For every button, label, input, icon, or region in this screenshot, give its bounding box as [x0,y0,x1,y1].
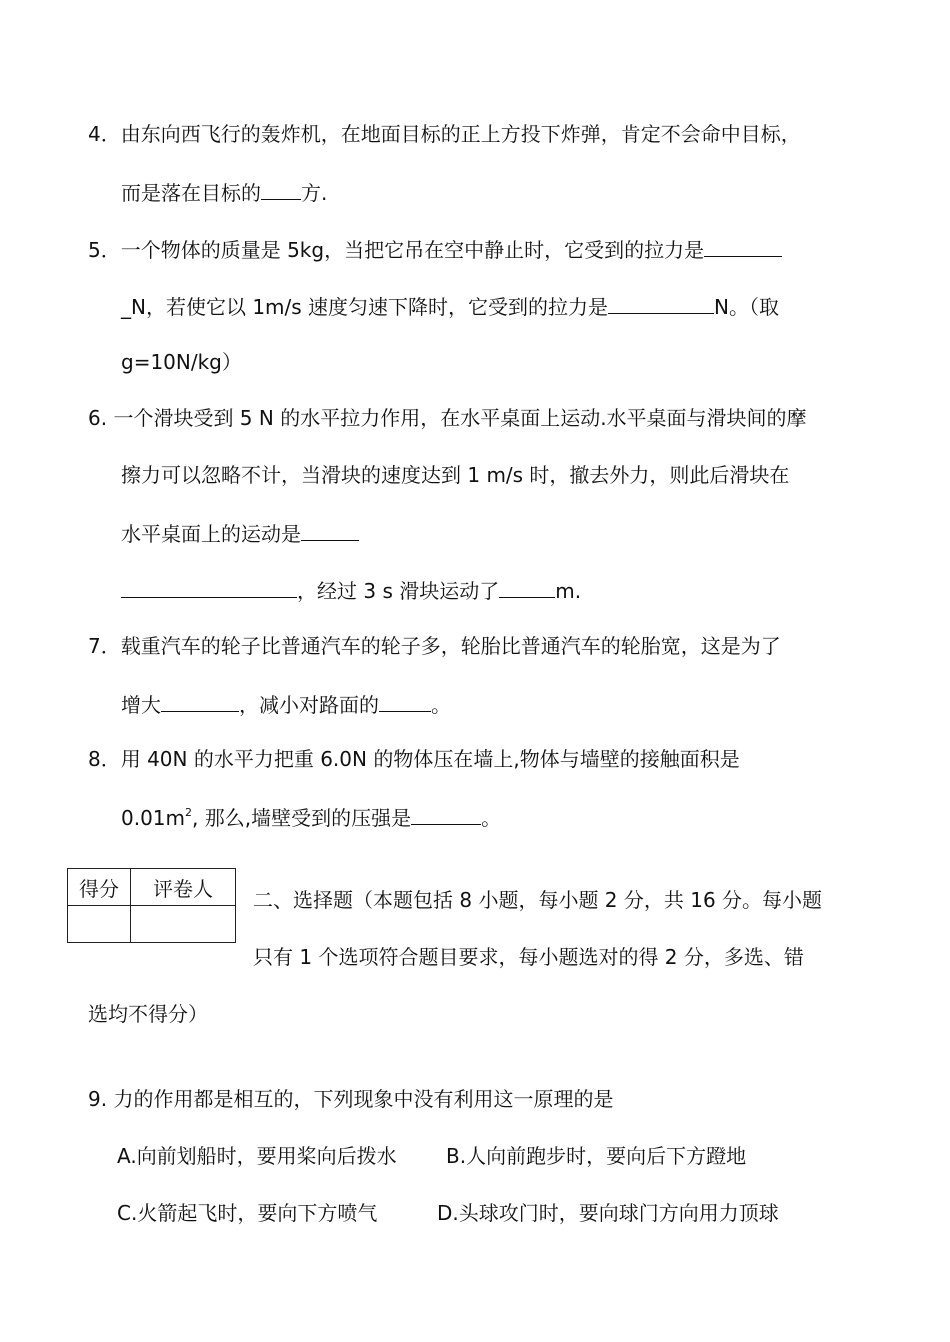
q5-text-1: 5．一个物体的质量是 5kg，当把它吊在空中静止时，它受到的拉力是 [88,238,705,262]
q7-answer-blank-2[interactable] [379,689,431,712]
q6-line3 [121,518,359,548]
q8-text-2b: , 那么,墙壁受到的压强是 [192,806,412,830]
q5-text-2a: _N，若使它以 1m/s 速度匀速下降时，它受到的拉力是 [121,295,609,319]
q8-text-2c: 。 [481,806,502,830]
q4-text-a: 而是落在目标的 [121,181,261,205]
q6-line1: 6. 一个滑块受到 5 N 的水平拉力作用，在水平桌面上运动.水平桌面与滑块间的摩 [88,406,807,430]
q5-answer-blank-2[interactable] [608,291,714,314]
q5-line2 [121,291,779,321]
q6-text-4a: ，经过 3 s 滑块运动了 [297,579,500,603]
q9-option-c[interactable]: C.火箭起飞时，要向下方喷气 [117,1201,378,1225]
score-header: 得分 [68,869,131,906]
q7-text-2a: 增大 [121,693,161,717]
q7-text-2b: ，减小对路面的 [239,693,379,717]
q4-text-b: 方. [301,181,328,205]
q8-text-2a: 0.01m [121,806,186,830]
q6-text-4b: m. [555,579,582,603]
q7-text-2c: 。 [431,693,451,717]
q9-option-b[interactable]: B.人向前跑步时，要向后下方蹬地 [446,1144,747,1168]
q4-line1: 4．由东向西飞行的轰炸机，在地面目标的正上方投下炸弹，肯定不会命中目标， [88,122,801,146]
q6-text-3: 水平桌面上的运动是 [121,522,301,546]
q9-option-d[interactable]: D.头球攻门时，要向球门方向用力顶球 [437,1201,779,1225]
q9-option-a[interactable]: A.向前划船时，要用桨向后拨水 [117,1144,397,1168]
q9-stem: 9. 力的作用都是相互的，下列现象中没有利用这一原理的是 [88,1087,614,1111]
q6-answer-blank-2[interactable] [499,575,555,598]
score-table-header-row [68,869,236,906]
section2-line3: 选均不得分） [88,1002,208,1026]
q8-superscript: 2 [185,806,193,819]
q6-answer-blank-1b[interactable] [121,575,297,598]
q4-answer-blank[interactable] [261,177,301,200]
q5-answer-blank-1[interactable] [704,234,782,257]
q8-line1: 8．用 40N 的水平力把重 6.0N 的物体压在墙上,物体与墙壁的接触面积是 [88,747,740,771]
grader-cell[interactable] [131,906,236,943]
section2-line1: 二、选择题（本题包括 8 小题，每小题 2 分，共 16 分。每小题 [253,888,823,912]
score-table-value-row [68,906,236,943]
q5-line1 [88,234,782,264]
q5-line3: g=10N/kg） [121,350,242,374]
score-table [67,868,236,943]
score-cell[interactable] [68,906,131,943]
q6-answer-blank-1a[interactable] [301,518,359,541]
q7-line2 [121,689,451,719]
q7-line1: 7．载重汽车的轮子比普通汽车的轮子多，轮胎比普通汽车的轮胎宽，这是为了 [88,634,781,658]
q7-answer-blank-1[interactable] [161,689,239,712]
q8-answer-blank[interactable] [411,802,481,825]
grader-header: 评卷人 [131,869,236,906]
q5-text-2b: N。（取 [714,295,780,319]
q6-line2: 擦力可以忽略不计，当滑块的速度达到 1 m/s 时，撤去外力，则此后滑块在 [121,463,790,487]
q6-line4 [121,575,581,605]
section2-line2: 只有 1 个选项符合题目要求，每小题选对的得 2 分，多选、错 [253,945,804,969]
q4-line2 [121,177,327,207]
q8-line2 [121,802,501,832]
